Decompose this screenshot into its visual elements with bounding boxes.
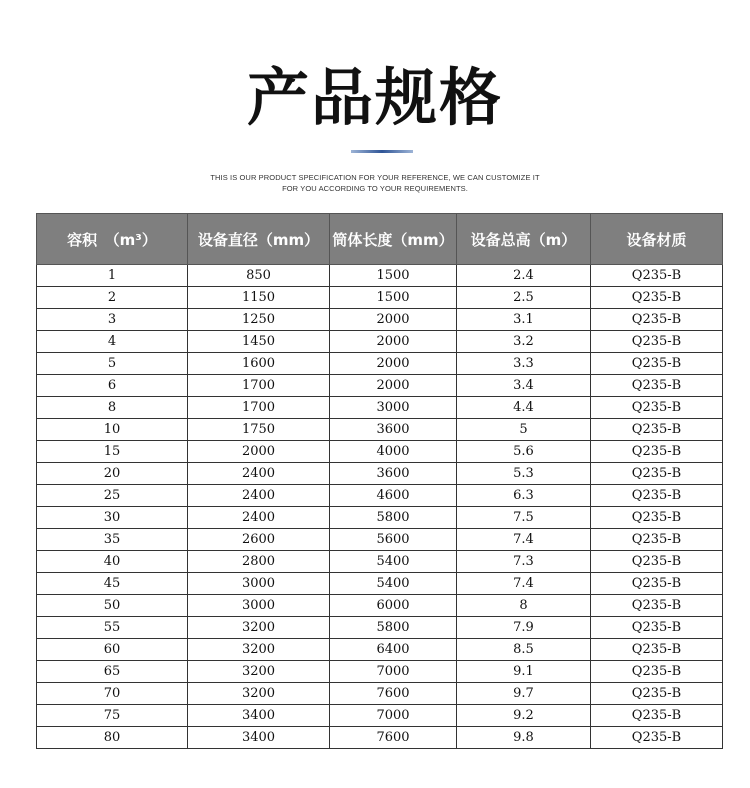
cell-height: 7.9 [457,617,591,639]
cell-volume: 65 [37,661,188,683]
cell-material: Q235-B [591,309,723,331]
cell-diameter: 3400 [188,727,330,749]
cell-length: 6000 [330,595,457,617]
cell-diameter: 3200 [188,661,330,683]
cell-height: 9.8 [457,727,591,749]
table-row [37,683,723,705]
cell-material: Q235-B [591,705,723,727]
table-row [37,617,723,639]
cell-height: 2.5 [457,287,591,309]
table-row [37,419,723,441]
header-diameter: 设备直径（mm） [188,214,330,265]
title-underline [351,150,413,153]
cell-volume: 70 [37,683,188,705]
table-row [37,551,723,573]
table-row [37,507,723,529]
cell-volume: 25 [37,485,188,507]
cell-volume: 1 [37,265,188,287]
cell-volume: 10 [37,419,188,441]
cell-length: 5600 [330,529,457,551]
cell-material: Q235-B [591,419,723,441]
table-row [37,485,723,507]
table-body [37,265,723,749]
cell-height: 9.2 [457,705,591,727]
cell-material: Q235-B [591,353,723,375]
cell-height: 9.1 [457,661,591,683]
cell-length: 2000 [330,353,457,375]
cell-length: 2000 [330,309,457,331]
cell-diameter: 3200 [188,639,330,661]
cell-material: Q235-B [591,639,723,661]
cell-length: 3600 [330,419,457,441]
cell-volume: 2 [37,287,188,309]
cell-length: 5400 [330,573,457,595]
cell-diameter: 1450 [188,331,330,353]
table-row [37,309,723,331]
cell-height: 7.3 [457,551,591,573]
header-volume: 容积 （m³） [37,214,188,265]
table-row [37,463,723,485]
cell-height: 9.7 [457,683,591,705]
cell-height: 7.4 [457,529,591,551]
cell-diameter: 2600 [188,529,330,551]
subtitle-line-1: THIS IS OUR PRODUCT SPECIFICATION FOR YOUR REFERENCE, WE CAN CUSTOMIZE IT [210,173,540,182]
cell-diameter: 2400 [188,507,330,529]
cell-length: 7600 [330,683,457,705]
cell-length: 7600 [330,727,457,749]
cell-length: 2000 [330,375,457,397]
cell-diameter: 850 [188,265,330,287]
cell-diameter: 1700 [188,375,330,397]
cell-volume: 15 [37,441,188,463]
cell-volume: 80 [37,727,188,749]
cell-material: Q235-B [591,287,723,309]
table-row [37,573,723,595]
cell-volume: 8 [37,397,188,419]
cell-height: 3.3 [457,353,591,375]
cell-diameter: 2000 [188,441,330,463]
cell-length: 6400 [330,639,457,661]
cell-material: Q235-B [591,265,723,287]
cell-length: 4600 [330,485,457,507]
cell-material: Q235-B [591,507,723,529]
cell-volume: 40 [37,551,188,573]
cell-diameter: 2800 [188,551,330,573]
cell-height: 5.6 [457,441,591,463]
cell-volume: 35 [37,529,188,551]
cell-length: 5800 [330,507,457,529]
cell-length: 2000 [330,331,457,353]
table-row [37,375,723,397]
table-row [37,529,723,551]
table-row [37,265,723,287]
page-title: 产品规格 [246,61,503,134]
cell-material: Q235-B [591,573,723,595]
spec-table [36,213,723,749]
cell-material: Q235-B [591,463,723,485]
table-row [37,727,723,749]
cell-material: Q235-B [591,331,723,353]
cell-material: Q235-B [591,727,723,749]
cell-diameter: 3000 [188,595,330,617]
subtitle-line-2: FOR YOU ACCORDING TO YOUR REQUIREMENTS. [282,184,468,193]
cell-material: Q235-B [591,485,723,507]
table-row [37,639,723,661]
table-header-row [37,214,723,265]
cell-diameter: 1750 [188,419,330,441]
cell-volume: 60 [37,639,188,661]
cell-height: 8.5 [457,639,591,661]
cell-height: 3.1 [457,309,591,331]
cell-length: 4000 [330,441,457,463]
cell-length: 7000 [330,705,457,727]
cell-diameter: 1600 [188,353,330,375]
cell-diameter: 3400 [188,705,330,727]
cell-height: 8 [457,595,591,617]
cell-diameter: 2400 [188,485,330,507]
table-row [37,353,723,375]
cell-height: 5.3 [457,463,591,485]
cell-diameter: 3200 [188,683,330,705]
cell-diameter: 1150 [188,287,330,309]
cell-height: 2.4 [457,265,591,287]
cell-diameter: 1250 [188,309,330,331]
cell-length: 7000 [330,661,457,683]
cell-diameter: 1700 [188,397,330,419]
cell-height: 3.4 [457,375,591,397]
cell-material: Q235-B [591,683,723,705]
table-row [37,595,723,617]
table-row [37,705,723,727]
cell-diameter: 2400 [188,463,330,485]
cell-length: 1500 [330,287,457,309]
cell-material: Q235-B [591,397,723,419]
cell-length: 5400 [330,551,457,573]
cell-height: 6.3 [457,485,591,507]
cell-volume: 45 [37,573,188,595]
header-length: 筒体长度（mm） [330,214,457,265]
header-material: 设备材质 [591,214,723,265]
table-row [37,397,723,419]
cell-height: 5 [457,419,591,441]
cell-volume: 50 [37,595,188,617]
cell-volume: 5 [37,353,188,375]
cell-material: Q235-B [591,551,723,573]
cell-diameter: 3000 [188,573,330,595]
cell-volume: 20 [37,463,188,485]
cell-length: 3600 [330,463,457,485]
cell-material: Q235-B [591,595,723,617]
table-row [37,441,723,463]
cell-height: 4.4 [457,397,591,419]
header-height: 设备总高（m） [457,214,591,265]
cell-length: 1500 [330,265,457,287]
cell-volume: 75 [37,705,188,727]
cell-material: Q235-B [591,441,723,463]
cell-height: 7.4 [457,573,591,595]
cell-height: 3.2 [457,331,591,353]
cell-height: 7.5 [457,507,591,529]
table-row [37,287,723,309]
cell-material: Q235-B [591,617,723,639]
cell-diameter: 3200 [188,617,330,639]
cell-length: 3000 [330,397,457,419]
cell-volume: 4 [37,331,188,353]
cell-length: 5800 [330,617,457,639]
cell-volume: 6 [37,375,188,397]
table-row [37,331,723,353]
table-row [37,661,723,683]
cell-volume: 55 [37,617,188,639]
cell-material: Q235-B [591,375,723,397]
cell-volume: 30 [37,507,188,529]
cell-material: Q235-B [591,661,723,683]
cell-volume: 3 [37,309,188,331]
cell-material: Q235-B [591,529,723,551]
